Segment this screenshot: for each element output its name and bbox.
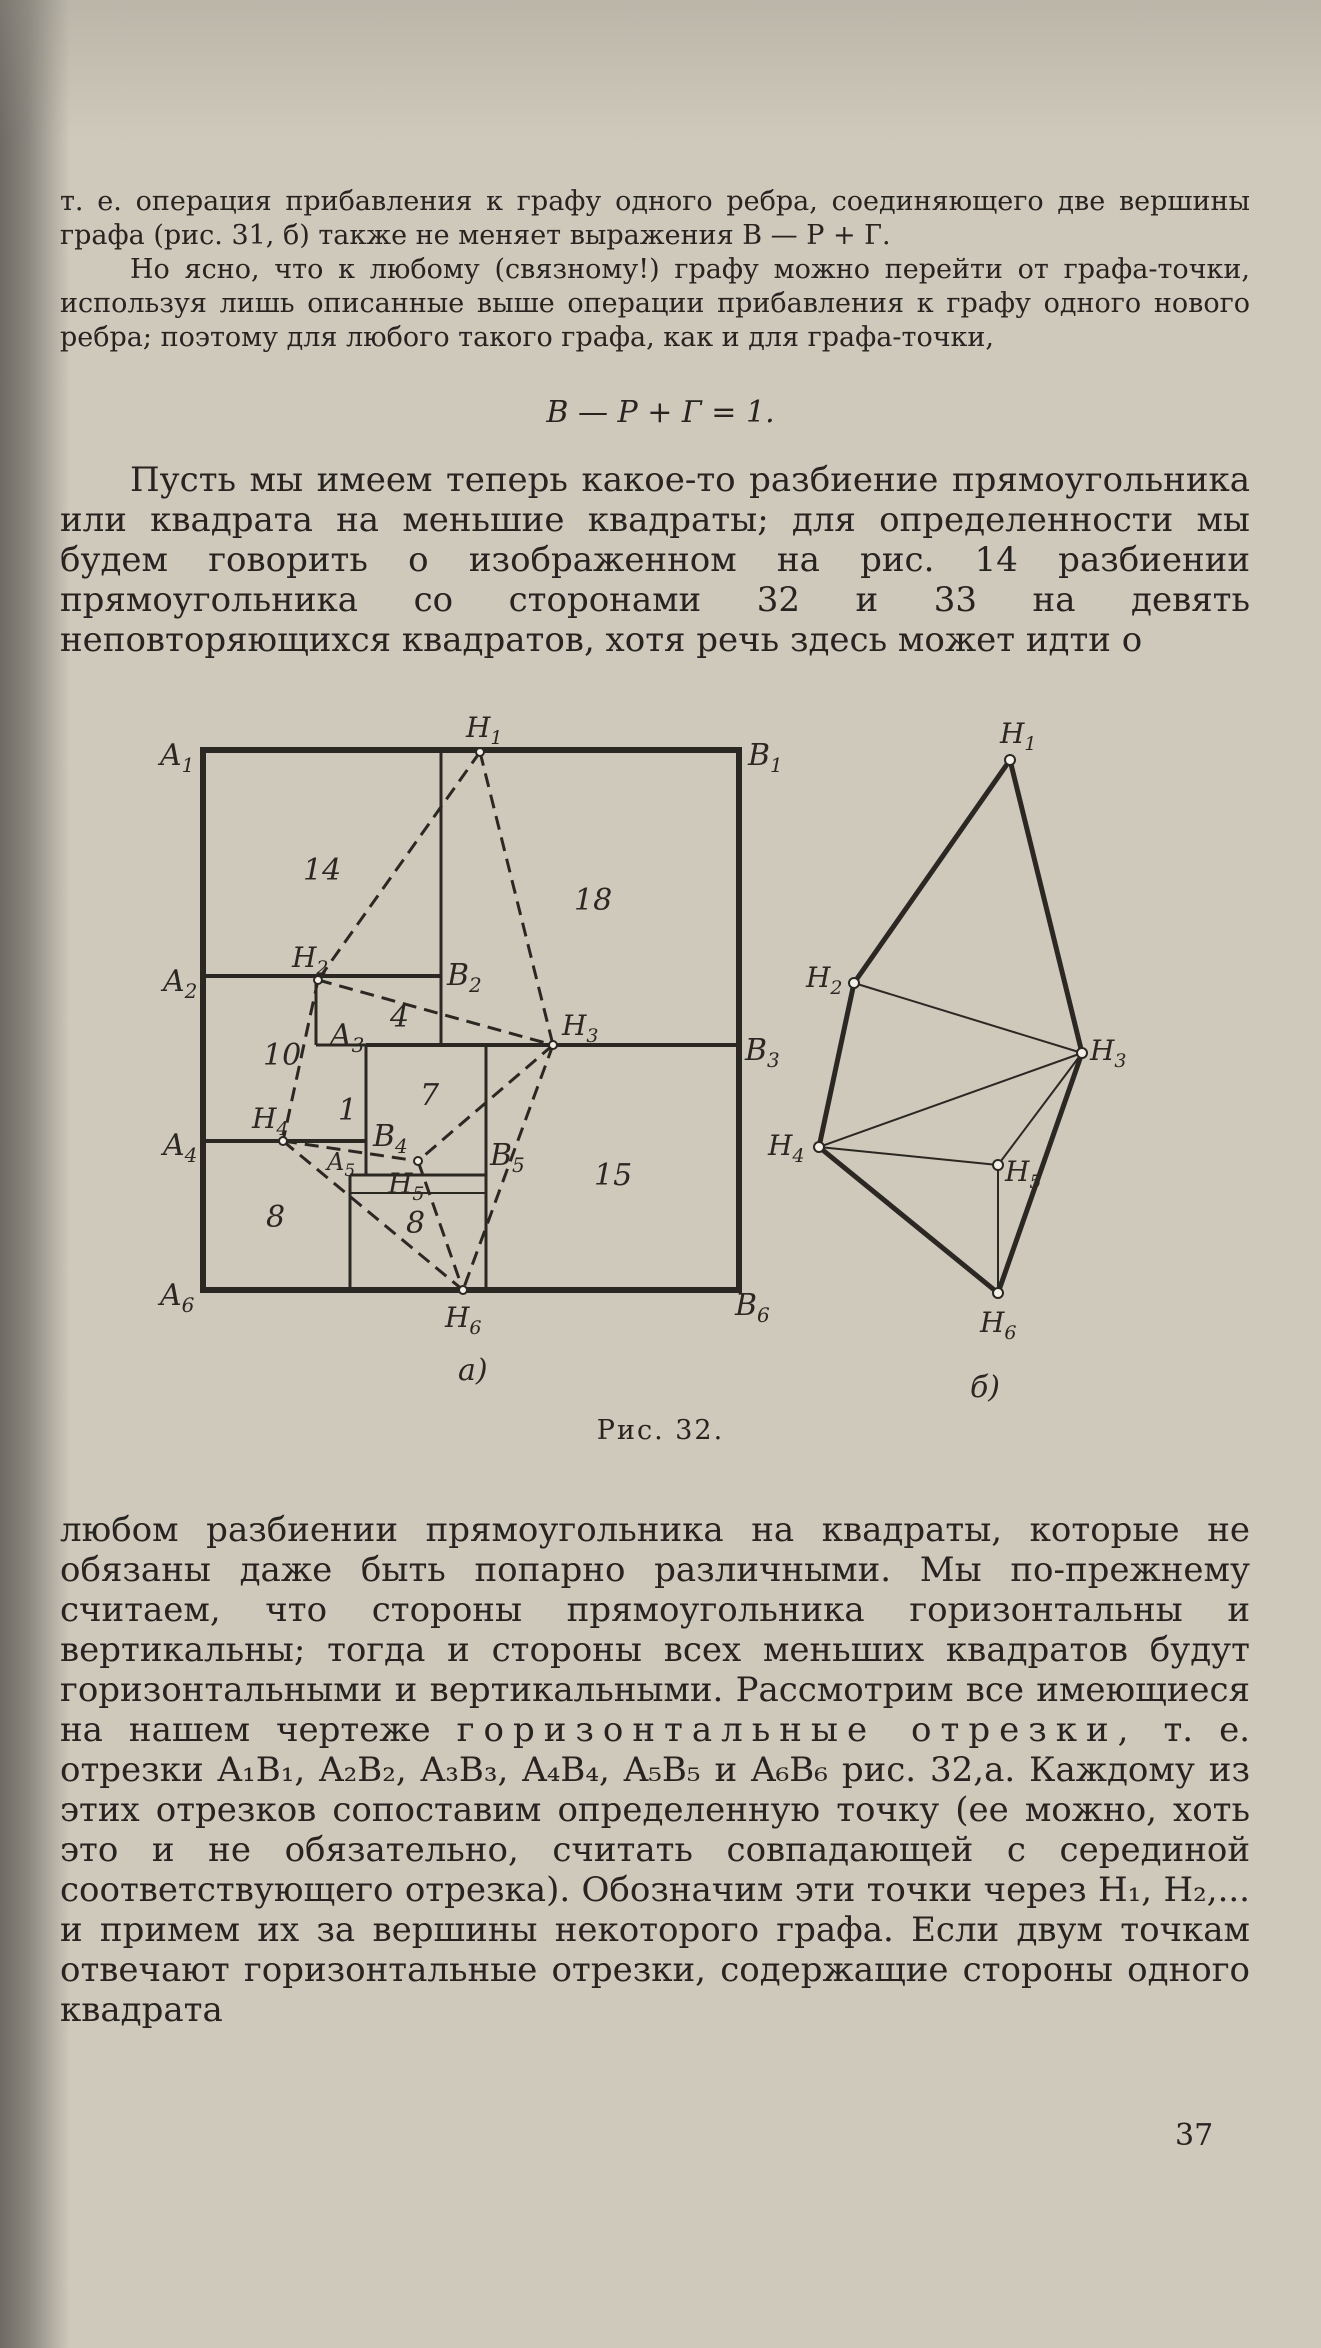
label-H1: $H_1$ — [466, 715, 503, 749]
label-b-H1: $H_1$ — [1000, 717, 1037, 755]
label-B4: $B_4$ — [373, 1119, 408, 1158]
figure-32 — [0, 715, 1321, 1415]
label-B1: $B_1$ — [748, 738, 783, 777]
label-H5: $H_5$ — [388, 1167, 425, 1205]
label-A1: $A_1$ — [160, 738, 195, 777]
main-paragraph-2-block — [60, 1510, 1250, 2030]
main-paragraph-2-part2: т. е. отрезки A₁B₁, A₂B₂, A₃B₃, A₄B₄, A₅B₅ и A₆B₆ рис. 32,а. Каждому из этих отрезков сопоставим определенную точку (ее можно, хоть это и не обязательно, считать совпадающей с серединой соответствующего отрезка). Обозначим эти точки через H₁, H₂,... и примем их за вершины некоторого графа. Если двум точкам отвечают горизонтальные отрезки, содержащие стороны одного квадрата — [60, 1710, 1251, 2030]
square-7: 7 — [420, 1078, 440, 1113]
label-B3: $B_3$ — [745, 1033, 780, 1072]
label-A5: $A_5$ — [327, 1148, 356, 1181]
label-b-H4: $H_4$ — [768, 1129, 805, 1167]
label-A4: $A_4$ — [163, 1128, 198, 1167]
label-figure-b: б) — [970, 1370, 1001, 1405]
figure-caption: Рис. 32. — [596, 1415, 725, 1446]
label-b-H3: $H_3$ — [1090, 1034, 1127, 1072]
main-paragraph-1: Пусть мы имеем теперь какое-то разбиение прямоугольника или квадрата на меньшие квадраты; для определенности мы будем говорить о изображенном на рис. 14 разбиении прямоугольника со сторонами 32 и 33 на девять неповторяющихся квадратов, хотя речь здесь может идти о — [60, 460, 1250, 660]
square-8-right: 8 — [406, 1206, 426, 1241]
label-H3: $H_3$ — [562, 1009, 599, 1047]
square-8-left: 8 — [266, 1200, 286, 1235]
square-18: 18 — [574, 883, 613, 918]
square-14: 14 — [303, 853, 342, 888]
label-B5: $B_5$ — [490, 1138, 525, 1177]
figure-a-segment-labels — [157, 738, 783, 1327]
label-A3: $A_3$ — [330, 1018, 365, 1057]
label-H4: $H_4$ — [252, 1102, 289, 1140]
top-paragraph-2: Но ясно, что к любому (связному!) графу можно перейти от графа-точки, используя лишь описанные выше операции прибавления к графу одного нового ребра; поэтому для любого такого графа, как и для графа-точки, — [60, 254, 1250, 353]
top-paragraph-1: т. е. операция прибавления к графу одного ребра, соединяющего две вершины графа (рис. 31, б) также не меняет выражения В — Р + Г. — [60, 186, 1250, 251]
euler-formula: В — Р + Г = 1. — [546, 395, 775, 430]
label-b-H6: $H_6$ — [980, 1306, 1017, 1344]
main-paragraph-1-block — [60, 460, 1250, 660]
label-b-H5: $H_5$ — [1005, 1155, 1042, 1193]
label-H6: $H_6$ — [445, 1301, 482, 1339]
top-text-block — [60, 185, 1250, 355]
label-A6: $A_6$ — [160, 1278, 195, 1317]
figure-a-vertex-labels — [251, 715, 599, 1339]
label-A2: $A_2$ — [163, 964, 198, 1003]
spaced-emphasis: горизонтальные отрезки, — [456, 1710, 1138, 1750]
square-1: 1 — [338, 1093, 358, 1128]
figure-b-vertices — [814, 755, 1087, 1298]
square-4: 4 — [390, 1000, 410, 1035]
label-B6: $B_6$ — [735, 1288, 770, 1327]
main-paragraph-2 — [60, 1510, 1250, 2030]
square-10: 10 — [263, 1038, 302, 1073]
label-H2: $H_2$ — [292, 941, 329, 979]
main-paragraph-2-part1: любом разбиении прямоугольника на квадраты, которые не обязаны даже быть попарно различными. Мы по-прежнему считаем, что стороны прямоугольника горизонтальны и вертикальны; тогда и стороны всех меньших квадратов будут горизонтальными и вертикальными. Рассмотрим все имеющиеся на нашем чертеже — [60, 1510, 1250, 1750]
page-number: 37 — [1175, 2118, 1214, 2153]
square-15: 15 — [594, 1158, 633, 1193]
label-figure-a: а) — [458, 1353, 488, 1388]
page-top-shadow — [0, 0, 1321, 140]
label-b-H2: $H_2$ — [806, 961, 843, 999]
figure-b-graph — [819, 760, 1082, 1293]
label-B2: $B_2$ — [447, 958, 482, 997]
